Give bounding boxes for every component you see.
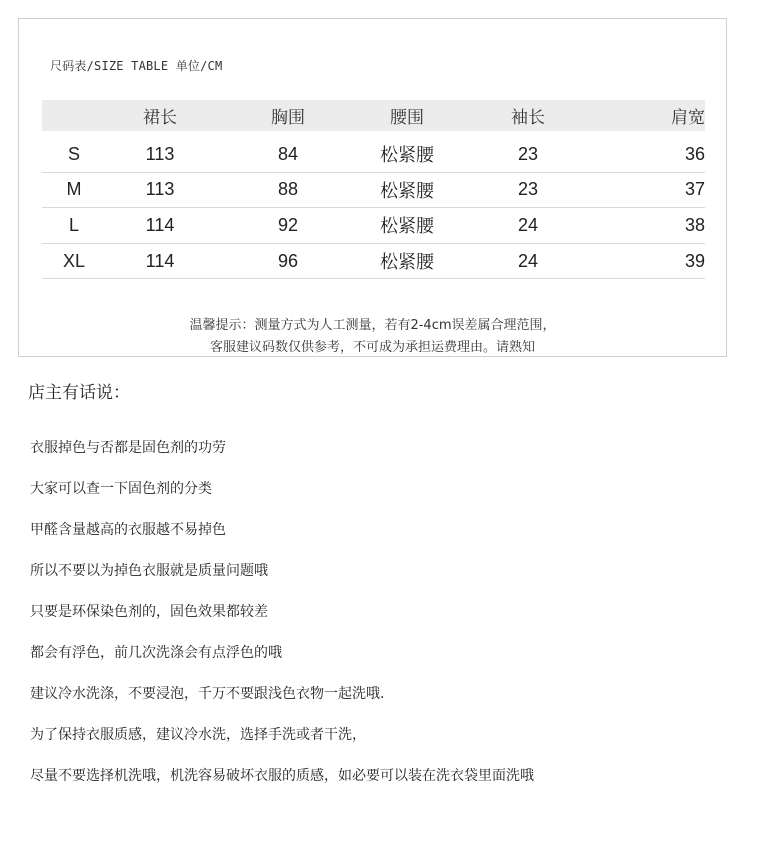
header-bust: 胸围 — [271, 108, 305, 127]
bust-cell: 84 — [277, 143, 299, 164]
waist-cell: 松紧腰 — [380, 145, 434, 166]
list-item: 都会有浮色，前几次洗涤会有点浮色的哦 — [30, 645, 282, 661]
owner-notes-title: 店主有话说： — [28, 383, 130, 403]
list-item: 甲醛含量越高的衣服越不易掉色 — [30, 522, 226, 538]
shoulder-width-cell: 39 — [684, 250, 705, 271]
bust-cell: 88 — [277, 179, 299, 200]
skirt-length-cell: 113 — [145, 179, 175, 200]
list-item: 衣服掉色与否都是固色剂的功劳 — [30, 440, 226, 456]
size-cell: S — [67, 143, 80, 164]
size-advice-note: 客服建议码数仅供参考，不可成为承担运费理由。请熟知 — [209, 340, 535, 355]
sleeve-length-cell: 24 — [517, 214, 539, 235]
list-item: 只要是环保染色剂的，固色效果都较差 — [30, 604, 268, 620]
size-cell: L — [68, 214, 79, 235]
skirt-length-cell: 114 — [145, 214, 175, 235]
header-sleeve-length: 袖长 — [511, 108, 545, 127]
list-item: 大家可以查一下固色剂的分类 — [30, 481, 212, 497]
sleeve-length-cell: 24 — [517, 250, 539, 271]
waist-cell: 松紧腰 — [380, 252, 434, 273]
table-row — [42, 137, 705, 173]
table-row — [42, 208, 705, 244]
skirt-length-cell: 113 — [145, 143, 175, 164]
size-table-panel — [18, 18, 727, 357]
sleeve-length-cell: 23 — [517, 143, 539, 164]
header-waist: 腰围 — [390, 108, 424, 127]
list-item: 所以不要以为掉色衣服就是质量问题哦 — [30, 563, 268, 579]
size-table-title: 尺码表/SIZE TABLE 单位/CM — [50, 59, 223, 73]
list-item: 建议冷水洗涤，不要浸泡，千万不要跟浅色衣物一起洗哦. — [30, 686, 385, 702]
size-table — [42, 100, 705, 279]
size-cell: XL — [62, 250, 86, 271]
table-header-row — [42, 100, 705, 131]
shoulder-width-cell: 36 — [684, 143, 705, 164]
header-skirt-length: 裙长 — [143, 108, 177, 127]
measurement-note: 温馨提示：测量方式为人工测量，若有2-4cm误差属合理范围， — [189, 318, 556, 333]
list-item: 尽量不要选择机洗哦，机洗容易破坏衣服的质感，如必要可以装在洗衣袋里面洗哦 — [30, 768, 534, 784]
table-row — [42, 173, 705, 209]
shoulder-width-cell: 38 — [684, 214, 705, 235]
skirt-length-cell: 114 — [145, 250, 175, 271]
owner-notes-list — [30, 438, 534, 807]
size-cell: M — [66, 179, 82, 200]
waist-cell: 松紧腰 — [380, 216, 434, 237]
shoulder-width-cell: 37 — [684, 179, 705, 200]
bust-cell: 96 — [277, 250, 299, 271]
list-item: 为了保持衣服质感，建议冷水洗，选择手洗或者干洗， — [30, 727, 366, 743]
header-shoulder-width: 肩宽 — [671, 108, 705, 127]
table-row — [42, 244, 705, 280]
waist-cell: 松紧腰 — [380, 180, 434, 201]
bust-cell: 92 — [277, 214, 299, 235]
sleeve-length-cell: 23 — [517, 179, 539, 200]
